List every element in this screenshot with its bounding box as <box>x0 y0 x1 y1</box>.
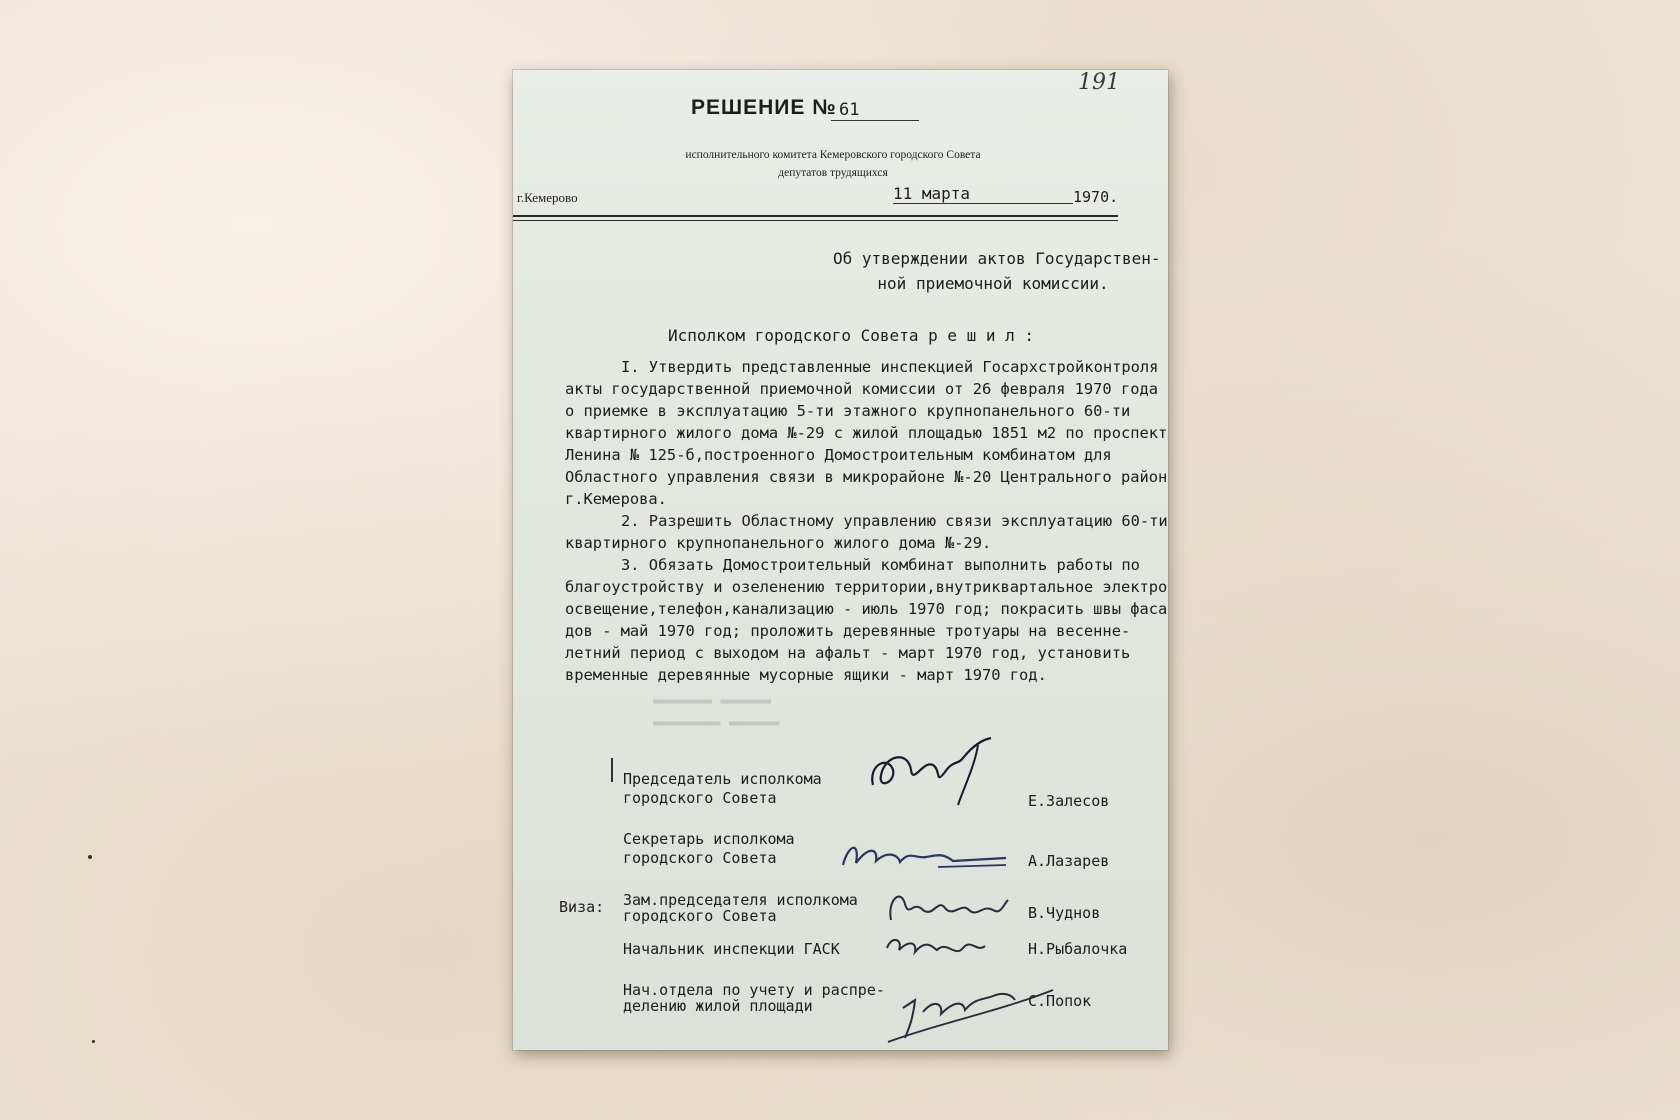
decision-date: 11 марта <box>893 184 1073 204</box>
signature-rybalochka <box>881 928 1001 973</box>
signature-popok <box>883 970 1063 1045</box>
signatory-role <box>623 892 858 924</box>
document-sheet <box>513 70 1168 1050</box>
role-line: Зам.председателя исполкома <box>623 891 858 909</box>
paragraph-3-line: летний период с выходом на афальт - март 1970 год, установить <box>565 644 1131 662</box>
signature-zalesov <box>863 730 1013 810</box>
paragraph-3-line: временные деревянные мусорные ящики - март 1970 год. <box>565 666 1047 684</box>
city-name: г.Кемерово <box>517 190 578 205</box>
page-number: 191 <box>1078 70 1120 95</box>
paragraph-1-line: I. Утвердить представленные инспекцией Госархстройконтроля <box>621 358 1159 376</box>
paragraph-3-line: благоустройству и озеленению территории,внутриквартальное электро <box>565 578 1168 596</box>
decision-number: 61 <box>831 100 919 121</box>
paragraph-1-line: о приемке в эксплуатацию 5-ти этажного крупнопанельного 60-ти <box>565 402 1131 420</box>
paragraph-1-line: квартирного жилого дома №-29 с жилой площадью 1851 м2 по проспект <box>565 424 1168 442</box>
signatory-role <box>623 940 840 959</box>
paragraph-3-line: 3. Обязать Домостроительный комбинат выполнить работы по <box>621 556 1140 574</box>
paragraph-2-line: 2. Разрешить Областному управлению связи эксплуатацию 60-ти <box>621 512 1168 530</box>
decision-subject <box>833 246 1161 296</box>
role-line: делению жилой площади <box>623 997 813 1015</box>
signatory-name: В.Чуднов <box>1028 904 1101 922</box>
role-line: Начальник инспекции ГАСК <box>623 940 840 958</box>
signatory-name: С.Попок <box>1028 992 1092 1010</box>
signatory-name: А.Лазарев <box>1028 852 1110 870</box>
role-line: городского Совета <box>623 907 777 925</box>
paper-speck <box>88 855 92 859</box>
signature-lazarev <box>838 835 1018 875</box>
committee-line-1: исполнительного комитета Кемеровского городского Совета <box>685 149 981 161</box>
signatory-role <box>623 830 795 868</box>
subject-line-1: Об утверждении актов Государствен- <box>833 249 1161 268</box>
signatory-name: Н.Рыбалочка <box>1028 940 1128 958</box>
paragraph-3-line: дов - май 1970 год; проложить деревянные тротуары на весенне- <box>565 622 1131 640</box>
decision-body <box>565 356 1168 686</box>
role-line: городского Совета <box>623 789 777 807</box>
role-line: Нач.отдела по учету и распре- <box>623 981 885 999</box>
role-line: Секретарь исполкома <box>623 830 795 848</box>
header-rule <box>513 215 1118 217</box>
decision-heading: РЕШЕНИЕ № <box>691 96 837 119</box>
paragraph-1-line: г.Кемерова. <box>565 490 667 508</box>
paragraph-3-line: освещение,телефон,канализацию - июль 1970 год; покрасить швы фаса <box>565 600 1168 618</box>
role-line: Председатель исполкома <box>623 770 822 788</box>
role-line: городского Совета <box>623 849 777 867</box>
margin-mark <box>611 758 613 782</box>
paragraph-1-line: акты государственной приемочной комиссии от 26 февраля 1970 года <box>565 380 1159 398</box>
resolved-line: Исполком городского Совета р е ш и л : <box>668 326 1035 345</box>
paper-speck <box>92 1040 95 1043</box>
signatory-role <box>623 982 885 1014</box>
bleed-through-text: ▬▬▬▬▬▬▬ ▬▬▬▬▬▬ <box>653 693 772 709</box>
viza-label: Виза: <box>559 898 605 916</box>
committee-line-2: депутатов трудящихся <box>778 167 888 179</box>
committee-title <box>573 146 1093 182</box>
paragraph-1-line: Ленина № 125-б,построенного Домостроительным комбинатом для <box>565 446 1112 464</box>
decision-year: 1970. <box>1073 188 1119 206</box>
signatory-role <box>623 770 822 808</box>
signature-chudnov <box>883 880 1023 935</box>
header-rule-thin <box>513 220 1118 221</box>
signatory-name: Е.Залесов <box>1028 792 1110 810</box>
bleed-through-text: ▬▬▬▬▬▬▬▬ ▬▬▬▬▬▬ <box>653 715 780 731</box>
paragraph-2-line: квартирного крупнопанельного жилого дома №-29. <box>565 534 992 552</box>
paragraph-1-line: Областного управления связи в микрорайоне №-20 Центрального район <box>565 468 1168 486</box>
subject-line-2: ной приемочной комиссии. <box>877 274 1109 293</box>
